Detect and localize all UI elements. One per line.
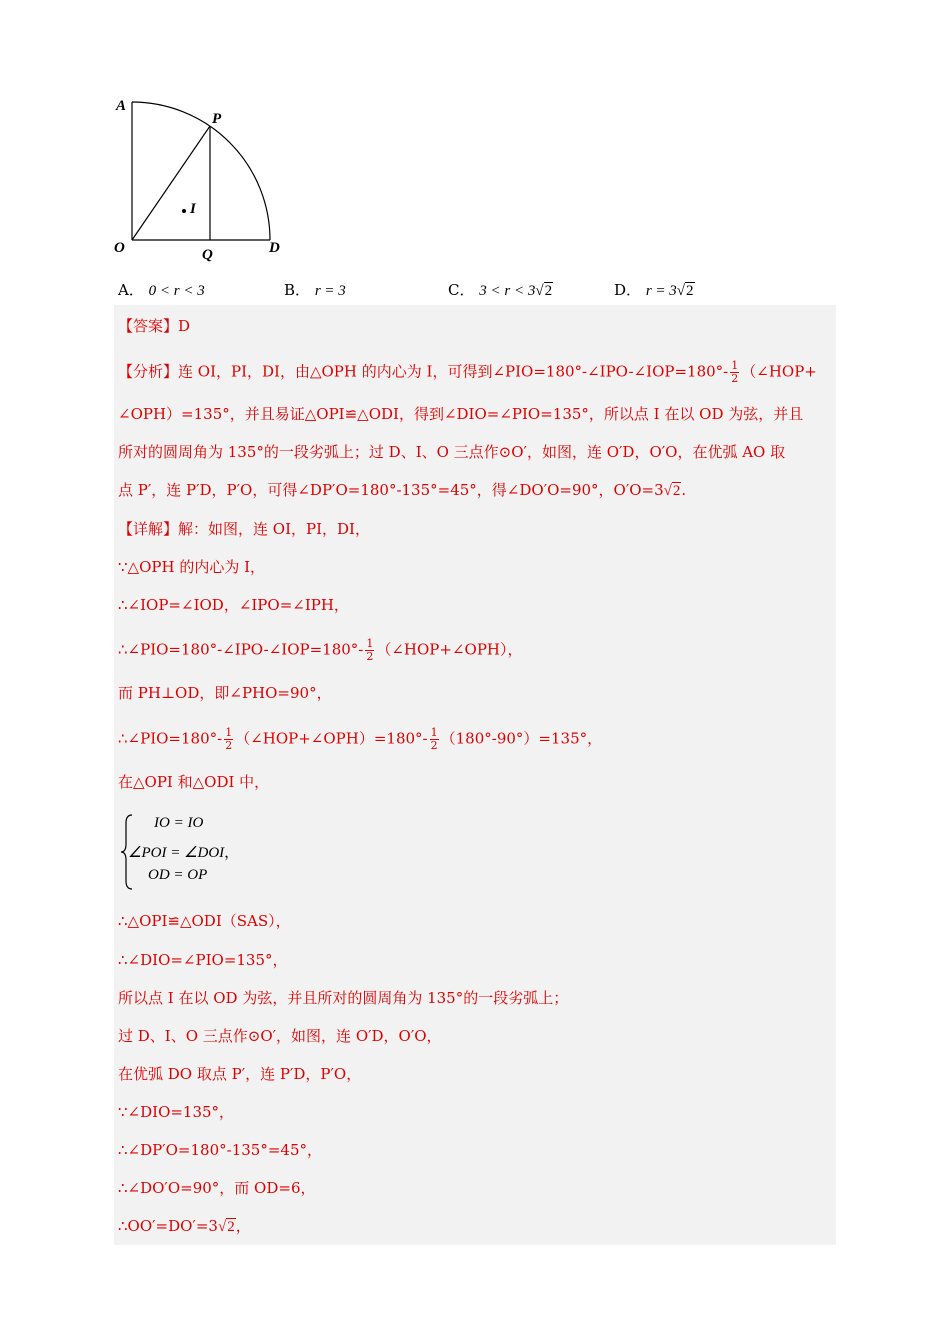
detail-line-2: ∴∠IOP=∠IOD，∠IPO=∠IPH， (118, 596, 349, 614)
detail-line-7: ∴△OPI≌△ODI（SAS）， (118, 912, 291, 930)
detail-line-5: ∴∠PIO=180°- $\frac{1}{2}$ （∠HOP+∠OPH）=180°- $\frac{1}{2}$ （180°-90°）=135°， (118, 726, 603, 752)
option-a: A． 0 < r < 3 (118, 281, 205, 299)
detail-line-11: 在优弧 DO 取点 P′，连 P′D，P′O， (118, 1065, 362, 1083)
detail-line-4: 而 PH⊥OD，即∠PHO=90°， (118, 684, 332, 702)
detail-line-3: ∴∠PIO=180°-∠IPO-∠IOP=180°- $\frac{1}{2}$ （∠HOP+∠OPH）， (118, 637, 523, 663)
label-Q: Q (202, 247, 213, 263)
option-d: D． r = 3√2 (614, 281, 694, 299)
detail-line-8: ∴∠DIO=∠PIO=135°， (118, 951, 288, 969)
detail-line-6: 在△OPI 和△ODI 中， (118, 773, 270, 791)
detail-line-1: ∵△OPH 的内心为 I， (118, 558, 266, 576)
option-b: B． r = 3 (284, 281, 346, 299)
equation-system (118, 811, 318, 891)
geometry-figure (112, 92, 292, 264)
detail-line-12: ∵∠DIO=135°， (118, 1103, 235, 1121)
analysis-line-3: 所对的圆周角为 135°的一段劣弧上；过 D、I、O 三点作⊙O′，如图，连 O′D，O′O，在优弧 AO 取 (118, 443, 786, 461)
point-I (182, 209, 186, 213)
detail-line-14: ∴∠DO′O=90°，而 OD=6， (118, 1179, 316, 1197)
label-A: A (116, 98, 127, 114)
label-I: I (190, 201, 196, 217)
label-D: D (269, 240, 280, 256)
segment-OP (132, 126, 210, 240)
equation-2: ∠POI = ∠DOI， (128, 845, 240, 861)
analysis-line-2: ∠OPH）=135°，并且易证△OPI≌△ODI，得到∠DIO=∠PIO=135°，所以点 I 在以 OD 为弦，并且 (118, 405, 804, 423)
detail-line-0: 【详解】解：如图，连 OI，PI，DI， (118, 520, 370, 538)
detail-line-10: 过 D、I、O 三点作⊙O′，如图，连 O′D，O′O， (118, 1027, 442, 1045)
analysis-line-1: 【分析】连 OI，PI，DI，由△OPH 的内心为 I，可得到∠PIO=180°-∠IPO-∠IOP=180°- $\frac{1}{2}$ （∠HOP+ (118, 359, 817, 385)
detail-line-15: ∴OO′=DO′=3√2， (118, 1217, 251, 1235)
analysis-line-4: 点 P′，连 P′D，P′O，可得∠DP′O=180°-135°=45°，得∠DO′O=90°，O′O=3√2. (118, 481, 687, 499)
detail-line-13: ∴∠DP′O=180°-135°=45°， (118, 1141, 322, 1159)
answer-line: 【答案】D (118, 317, 191, 335)
label-P: P (212, 111, 222, 127)
quarter-arc (132, 102, 270, 240)
solution-panel (114, 305, 836, 1245)
answer-options (118, 279, 838, 301)
equation-3: OD = OP (148, 867, 208, 883)
option-c: C． 3 < r < 3√2 (448, 281, 553, 299)
detail-line-9: 所以点 I 在以 OD 为弦，并且所对的圆周角为 135°的一段劣弧上； (118, 989, 569, 1007)
equation-1: IO = IO (154, 815, 204, 831)
label-O: O (114, 240, 125, 256)
